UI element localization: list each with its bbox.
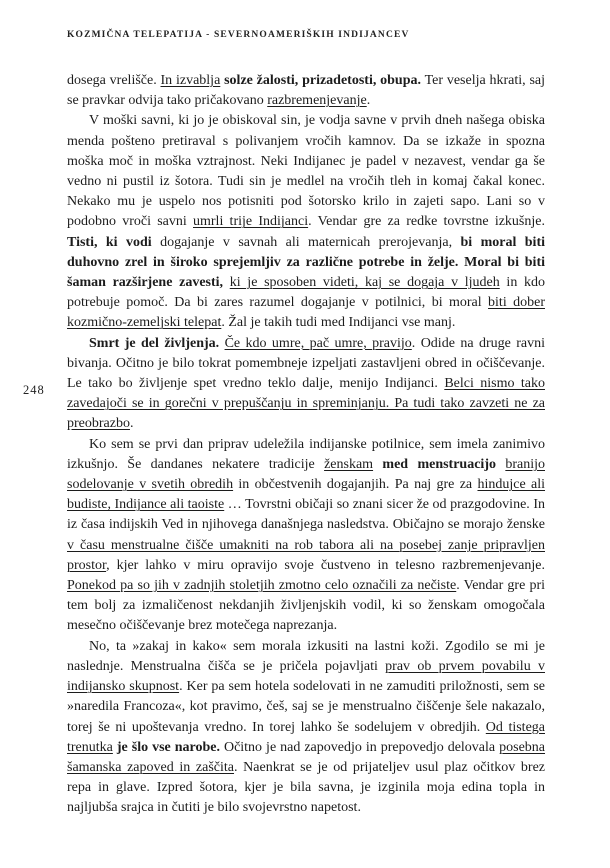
text-segment: Očitno je nad zapovedjo in prepovedjo delovala <box>219 739 500 755</box>
text-segment: . Ker pa sem hotela sodelovati in ne zamuditi priložnosti, sem se »naredila Francoza«, kot pravimo, češ, saj se je menstrualno čiščenje šele nakazalo, torej še ni upoštevanja vredno. In torej lahko še sodelujem v obredjih. <box>67 679 545 735</box>
text-segment: Belci nismo tako zavedajoči se in gorečni v prepuščanju in spreminjanju. Pa tudi tako zavzeti ne za preobrazbo <box>67 376 545 432</box>
text-segment: . Žal je takih tudi med Indijanci vse manj. <box>221 315 456 331</box>
text-segment: Če kdo umre, pač umre, pravijo <box>224 335 412 351</box>
text-segment: Tisti, ki vodi <box>67 234 152 250</box>
text-segment <box>223 275 230 290</box>
text-segment: Ko sem se prvi dan priprav udeležila indijanske potilnice, sem imela zanimivo izkušnjo. Še dandanes nekatere tradicije <box>67 436 545 472</box>
text-segment: . Vendar gre za redke tovrstne izkušnje. <box>308 214 545 230</box>
text-segment: … Tovrstni običaji so znani sicer že od prazgodovine. In iz časa indijskih Ved in njihovega današnjega nasledstva. Običajno se morajo ženske <box>67 497 545 533</box>
text-segment: . Odide na druge ravni bivanja. Očitno je bilo tokrat pomembneje izpeljati zastavljeni obred in očiščevanje. Le tako bo življenje spet vredno teklo dalje, menijo Indijanci. <box>67 335 545 392</box>
text-segment: ženskam <box>324 456 374 472</box>
text-segment <box>496 457 505 472</box>
text-segment: V moški savni, ki jo je obiskoval sin, je vodja savne v prvih dneh našega obiska menda pošteno pretiraval s polivanjem vročih kamnov. Da se izkaže in spozna moška moč in moška vztrajnost. Neki Indijanec je padel v nezavest, vendar ga še vedno ni pustil iz šotora. Tudi sin je medlel na vročih tleh in komaj čakal konec. Nekako mu je uspelo nos potisniti pod šotorsko krilo in zajeti sapo. Lani so v podobno vroči savni <box>67 113 545 230</box>
paragraph <box>67 435 545 637</box>
paragraph <box>67 334 545 435</box>
text-segment: Ponekod pa so jih v zadnjih stoletjih zmotno celo označili za nečiste <box>67 578 457 594</box>
text-segment: v času menstrualne čišče umakniti na rob tabora ali na posebej zanje pripravljen prostor <box>67 537 545 573</box>
paragraph <box>67 71 545 111</box>
text-segment: . Naenkrat se je od prijateljev usul plaz očitkov brez repa in glave. Izpred šotora, kjer je bila savna, je izginila moja edina topla in najljubša srajca in čutiti je bilo svojevrstno napetost. <box>67 759 545 816</box>
text-segment: razbremenjevanje <box>267 93 367 109</box>
text-segment: Od tistega trenutka <box>67 719 545 755</box>
text-segment: je šlo vse narobe. <box>116 739 220 755</box>
text-segment: bi moral biti duhovno zrel in široko sprejemljiv za različne potrebe in želje. Moral bi biti šaman razširjene zavesti, <box>67 234 545 291</box>
text-segment: dogajanje v savnah ali maternicah prerojevanja, <box>151 234 461 250</box>
text-segment: in kdo potrebuje pomoč. Da bi zares razumel dogajanje v potilnici, bi moral <box>67 275 546 311</box>
paragraph <box>67 111 545 333</box>
text-segment: umrli trije Indijanci <box>193 214 309 230</box>
text-segment: dosega vrelišče. <box>67 73 161 88</box>
page-number: 248 <box>23 383 45 397</box>
text-segment: med menstruacijo <box>382 456 496 472</box>
text-segment: biti dober kozmično-zemeljski telepat <box>67 295 545 331</box>
running-header: KOZMIČNA TELEPATIJA - SEVERNOAMERIŠKIH INDIJANCEV <box>67 30 410 40</box>
text-segment: . Vendar gre pri tem bolj za izmaličenost nekdanjih življenjskih vodil, ki so ženskam omogočala mesečno očiščevanje brez motečega naprezanja. <box>67 578 545 634</box>
text-segment: posebna šamanska zapoved in zaščita <box>67 739 546 775</box>
text-segment: No, ta »zakaj in kako« sem morala izkusiti na lastni koži. Zgodilo se mi je naslednje. Menstrualna čišča se je pričela pojavljati <box>67 638 545 674</box>
text-segment: . <box>366 93 371 109</box>
paragraph <box>67 637 545 819</box>
text-segment: . <box>129 416 134 432</box>
body-text <box>67 71 545 819</box>
text-segment: Ter veselja hkrati, saj se pravkar odvija tako pričakovano <box>67 73 545 109</box>
text-segment: Smrt je del življenja. <box>89 335 220 351</box>
text-segment: solze žalosti, prizadetosti, obupa. <box>224 73 422 88</box>
text-segment: branijo sodelovanje v svetih obredih <box>67 456 545 493</box>
text-segment: prav ob prvem povabilu v indijansko skupnost <box>67 658 545 695</box>
text-segment: In izvablja <box>160 73 221 88</box>
text-segment: in občestvenih dogajanjih. Pa naj gre za <box>233 477 478 493</box>
text-segment: , kjer lahko v miru opravijo svoje čustveno in telesno razbremenjevanje. <box>106 557 545 573</box>
text-segment: hindujce ali budiste, Indijance ali taoiste <box>67 477 546 513</box>
text-segment: ki je sposoben videti, kaj se dogaja v ljudeh <box>229 275 500 291</box>
